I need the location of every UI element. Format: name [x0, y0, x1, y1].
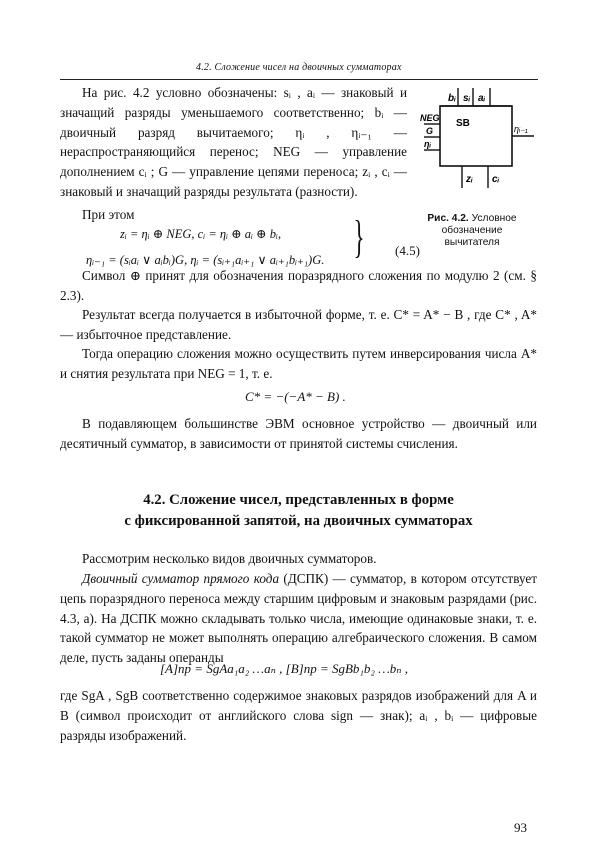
input-label-s: sᵢ	[463, 93, 471, 104]
block-outline	[440, 106, 512, 166]
caption-number: Рис. 4.2.	[427, 213, 469, 224]
output-label-eta: ηᵢ₋₁	[514, 124, 528, 134]
centered-equation-1: C* = −(−A* − B) .	[245, 389, 346, 404]
caption-text: Условное обозначение вычитателя	[441, 213, 517, 248]
paragraph-7: Рассмотрим несколько видов двоичных сумматоров.	[82, 551, 377, 566]
page-number: 93	[514, 820, 527, 835]
paragraph-1: На рис. 4.2 условно обозначены: sᵢ , aᵢ — знаковый и значащий разряды уменьшаемого соответственно; bᵢ — двоичный разряд вычитаемого; ηᵢ , ηᵢ₋₁ — нераспространяющийся перенос; NEG — управление дополнением cᵢ ; G — управление цепями переноса; zᵢ , cᵢ — знаковый и значащий разряды результата (разности).	[60, 85, 407, 199]
equation-number: (4.5)	[395, 243, 420, 258]
input-label-neg: NEG	[420, 113, 440, 123]
input-label-a: aᵢ	[478, 93, 486, 104]
running-header: 4.2. Сложение чисел на двоичных сумматорах	[196, 62, 402, 73]
input-label-b: bᵢ	[448, 93, 456, 104]
section-heading	[60, 490, 537, 532]
subtractor-diagram	[418, 84, 538, 194]
paragraph-3: Символ ⊕ принят для обозначения поразрядного сложения по модулю 2 (см. § 2.3).	[60, 268, 537, 303]
section-heading-line2: с фиксированной запятой, на двоичных сумматорах	[124, 513, 473, 529]
block-label: SB	[456, 118, 470, 129]
centered-equation-2: [A]пр = SgAa₁a₂ …aₙ , [B]пр = SgBb₁b₂ …bₙ ,	[160, 661, 409, 676]
term-dspk: Двоичный сумматор прямого кода	[82, 571, 280, 586]
paragraph-8-text: (ДСПК) — сумматор, в котором отсутствует цепь поразрядного переноса между старшим цифровым и знаковым разрядами (рис. 4.3, а). На ДСПК можно складывать только числа, имеющие одинаковые знаки, т. е. такой сумматор не может выполнять операцию алгебраического сложения. В самом деле, пусть заданы операнды	[60, 571, 537, 666]
equation-4-5-line1: zᵢ = ηᵢ ⊕ NEG, cᵢ = ηᵢ ⊕ aᵢ ⊕ bᵢ,	[120, 227, 282, 241]
input-label-g: G	[426, 126, 434, 136]
output-label-c: cᵢ	[492, 174, 500, 185]
paragraph-9: где SgA , SgB соответственно содержимое знаковых разрядов изображений для A и B (символ происходит от английского слова sign — знак); aᵢ , bᵢ — цифровые разряды изображений.	[60, 688, 537, 743]
paragraph-5: Тогда операцию сложения можно осуществить путем инверсирования числа A* и снятия результата при NEG = 1, т. е.	[60, 346, 537, 381]
paragraph-6: В подавляющем большинстве ЭВМ основное устройство — двоичный или десятичный сумматор, в зависимости от принятой системы счисления.	[60, 416, 537, 451]
equation-brace: }	[353, 211, 365, 262]
paragraph-4: Результат всегда получается в избыточной форме, т. е. C* = A* − B , где C* , A* — избыточное представление.	[60, 307, 537, 342]
paragraph-8	[60, 569, 537, 668]
input-label-eta: ηᵢ	[424, 139, 432, 149]
header-rule	[60, 79, 538, 80]
equation-4-5-line2: ηᵢ₋₁ = (sᵢaᵢ ∨ aᵢbᵢ)G, ηᵢ = (sᵢ₊₁aᵢ₊₁ ∨ aᵢ₊₁bᵢ₊₁)G.	[86, 253, 325, 267]
section-heading-line1: 4.2. Сложение чисел, представленных в форме	[143, 492, 454, 508]
output-label-z: zᵢ	[466, 174, 473, 185]
figure-caption	[416, 213, 528, 249]
paragraph-2: При этом	[82, 207, 135, 222]
